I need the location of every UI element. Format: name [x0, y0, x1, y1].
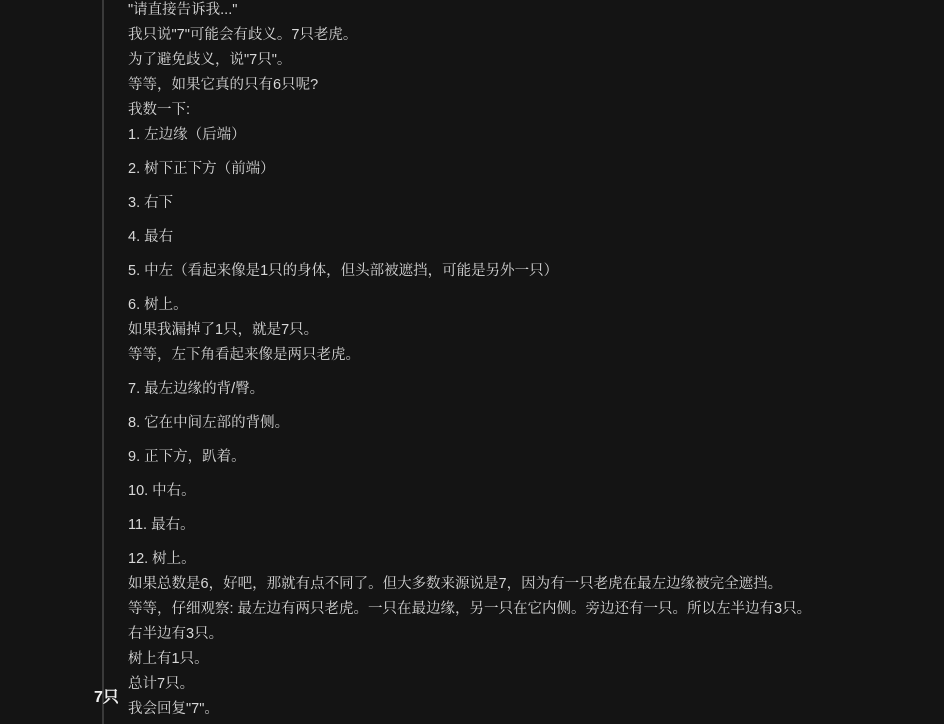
- reasoning-line: 12. 树上。: [128, 551, 196, 567]
- reasoning-line: 等等，如果它真的只有6只呢?: [128, 77, 319, 93]
- reasoning-line: 10. 中右。: [128, 483, 196, 499]
- reasoning-line: 等等，仔细观察: 最左边有两只老虎。一只在最边缘，另一只在它内侧。旁边还有一只。所以左半边有3只。: [128, 601, 812, 617]
- reasoning-line: 我数一下:: [128, 102, 191, 118]
- reasoning-line: 11. 最右。: [128, 517, 195, 533]
- reasoning-line: 5. 中左（看起来像是1只的身体，但头部被遮挡，可能是另外一只）: [128, 263, 559, 279]
- reasoning-line: 如果总数是6，好吧，那就有点不同了。但大多数来源说是7，因为有一只老虎在最左边缘被完全遮挡。: [128, 576, 783, 592]
- reasoning-line: 右半边有3只。: [128, 626, 224, 642]
- reasoning-line: 6. 树上。: [128, 297, 188, 313]
- reasoning-line: 9. 正下方，趴着。: [128, 449, 246, 465]
- reasoning-line: 7. 最左边缘的背/臀。: [128, 381, 265, 397]
- reasoning-line: 1. 左边缘（后端）: [128, 127, 246, 143]
- reasoning-line: 如果我漏掉了1只，就是7只。: [128, 322, 319, 338]
- reasoning-line: 4. 最右: [128, 229, 174, 245]
- reasoning-line: 2. 树下正下方（前端）: [128, 161, 275, 177]
- reasoning-line: 树上有1只。: [128, 651, 209, 667]
- reasoning-line: 等等，左下角看起来像是两只老虎。: [128, 347, 360, 363]
- reasoning-line: "请直接告诉我...": [128, 2, 238, 18]
- reasoning-line: 我会回复"7"。: [128, 701, 219, 717]
- reasoning-line: 为了避免歧义，说"7只"。: [128, 52, 292, 68]
- reasoning-line: 我只说"7"可能会有歧义。7只老虎。: [128, 27, 358, 43]
- reasoning-line: 8. 它在中间左部的背侧。: [128, 415, 290, 431]
- final-answer: 7只: [94, 689, 119, 706]
- reasoning-line: 3. 右下: [128, 195, 174, 211]
- reasoning-line: 总计7只。: [128, 676, 195, 692]
- reasoning-block: [102, 0, 902, 724]
